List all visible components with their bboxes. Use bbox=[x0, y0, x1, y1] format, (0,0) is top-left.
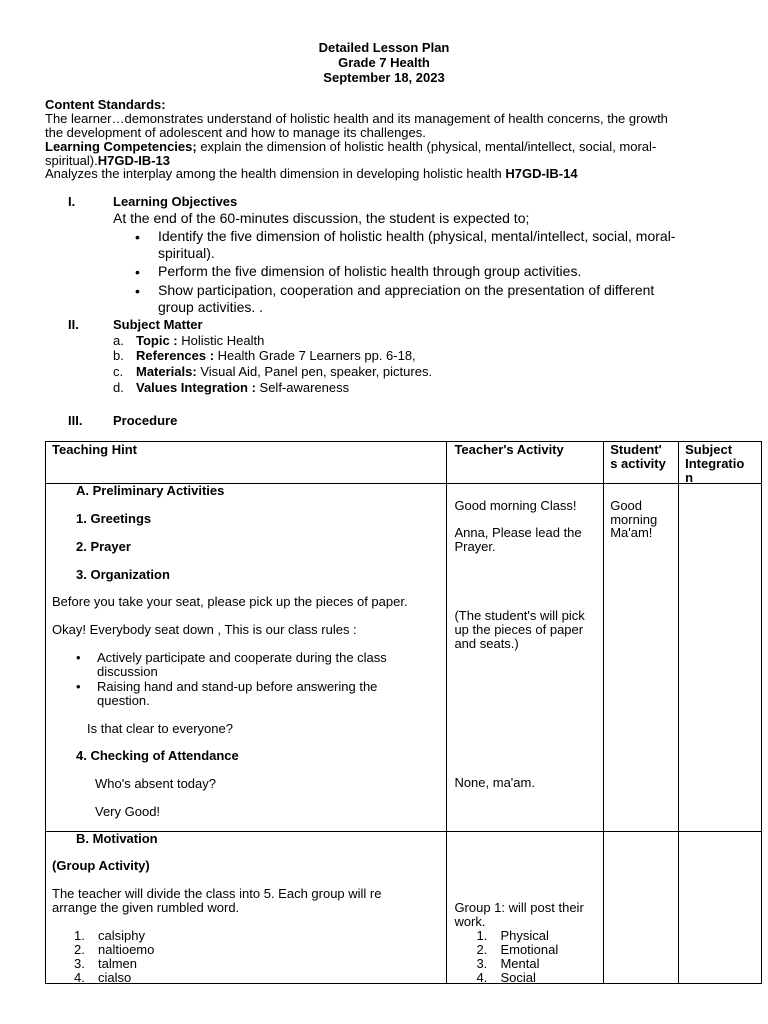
topic-label: Topic : bbox=[136, 333, 178, 348]
teacher-none-maam: None, ma'am. bbox=[454, 775, 535, 790]
objectives-numeral: I. bbox=[68, 194, 76, 209]
teacher-prayer-line-1: Anna, Please lead the bbox=[454, 525, 582, 540]
content-standards-line-1: The learner…demonstrates understand of holistic health and its management of health concerns, the growth bbox=[45, 111, 668, 126]
answer-word: Social bbox=[500, 970, 536, 985]
header-students-activity bbox=[604, 442, 679, 484]
word-number: 1. bbox=[74, 928, 85, 943]
materials-value: Visual Aid, Panel pen, speaker, pictures. bbox=[196, 364, 433, 379]
topic-value: Holistic Health bbox=[177, 333, 265, 348]
procedure-heading: Procedure bbox=[113, 413, 178, 428]
rule-1-line-1: Actively participate and cooperate during the class bbox=[97, 650, 387, 665]
answer-word: Mental bbox=[500, 956, 540, 971]
subject-matter-item-topic bbox=[136, 334, 264, 348]
bullet-icon: • bbox=[135, 283, 140, 299]
student-line-2: morning bbox=[610, 512, 658, 527]
bullet-icon: • bbox=[135, 229, 140, 245]
pickup-instruction: Before you take your seat, please pick up the pieces of paper. bbox=[52, 594, 408, 609]
rumbled-word: talmen bbox=[98, 956, 138, 971]
learning-competencies-line-1 bbox=[45, 140, 656, 154]
bullet-icon: • bbox=[76, 650, 81, 665]
teacher-good-morning: Good morning Class! bbox=[454, 498, 577, 513]
answer-word: Physical bbox=[500, 928, 549, 943]
document-grade: Grade 7 Health bbox=[338, 55, 430, 70]
answer-number: 3. bbox=[476, 956, 488, 971]
item-attendance: 4. Checking of Attendance bbox=[76, 748, 239, 763]
references-value: Health Grade 7 Learners pp. 6-18, bbox=[214, 348, 416, 363]
answer-word: Emotional bbox=[500, 942, 559, 957]
learning-competencies-text-2: spiritual). bbox=[45, 153, 98, 168]
subject-matter-numeral: II. bbox=[68, 317, 79, 332]
competency-code-13: H7GD-IB-13 bbox=[97, 153, 170, 168]
header-students-activity-text: Student' s activity bbox=[610, 442, 666, 471]
student-line-3: Ma'am! bbox=[610, 525, 653, 540]
rule-2-line-1: Raising hand and stand-up before answering the bbox=[97, 679, 378, 694]
references-label: References : bbox=[136, 348, 215, 363]
objective-item-1-line-1: Identify the five dimension of holistic health (physical, mental/intellect, social, moral- bbox=[158, 228, 676, 244]
divide-instruction-line-1: The teacher will divide the class into 5. Each group will re bbox=[52, 886, 382, 901]
answer-number: 4. bbox=[476, 970, 488, 985]
teacher-pickup-line-3: and seats.) bbox=[454, 636, 519, 651]
table-header-row bbox=[46, 442, 762, 484]
subject-matter-item-values bbox=[136, 381, 349, 395]
rumbled-word: cialso bbox=[98, 970, 132, 985]
answer-number: 1. bbox=[476, 928, 488, 943]
materials-label: Materials: bbox=[136, 364, 197, 379]
teacher-prayer-line-2: Prayer. bbox=[454, 539, 496, 554]
teacher-group-line-1: Group 1: will post their bbox=[454, 900, 584, 915]
row1-students-activity bbox=[604, 484, 679, 832]
table-row bbox=[46, 484, 762, 832]
section-motivation: B. Motivation bbox=[76, 831, 158, 846]
word-number: 4. bbox=[74, 970, 85, 985]
row2-teaching-hint bbox=[46, 832, 447, 984]
header-subject-integration-text: Subject Integratio n bbox=[685, 442, 745, 485]
table-row bbox=[46, 832, 762, 984]
rule-1-line-2: discussion bbox=[97, 664, 158, 679]
row2-teachers-activity bbox=[447, 832, 604, 984]
objective-item-2: Perform the five dimension of holistic health through group activities. bbox=[158, 263, 582, 279]
very-good: Very Good! bbox=[95, 804, 161, 819]
subject-matter-item-materials bbox=[136, 365, 432, 379]
row1-subject-integration bbox=[679, 484, 762, 832]
subject-matter-item-letter: a. bbox=[113, 333, 124, 348]
objective-item-3-line-2: group activities. . bbox=[158, 299, 264, 315]
group-activity-label: (Group Activity) bbox=[52, 858, 150, 873]
bullet-icon: • bbox=[76, 679, 81, 694]
objectives-intro: At the end of the 60-minutes discussion, the student is expected to; bbox=[113, 210, 530, 226]
header-teaching-hint-text: Teaching Hint bbox=[52, 442, 137, 457]
class-rules-intro: Okay! Everybody seat down , This is our class rules : bbox=[52, 622, 357, 637]
teacher-pickup-line-1: (The student's will pick bbox=[454, 608, 585, 623]
content-standards-line-2: the development of adolescent and how to manage its challenges. bbox=[45, 125, 426, 140]
subject-matter-item-letter: c. bbox=[113, 364, 124, 379]
values-value: Self-awareness bbox=[255, 380, 350, 395]
subject-matter-item-letter: d. bbox=[113, 380, 124, 395]
analyzes-line bbox=[45, 167, 578, 181]
teacher-pickup-line-2: up the pieces of paper bbox=[454, 622, 584, 637]
item-prayer: 2. Prayer bbox=[76, 539, 131, 554]
row1-teaching-hint bbox=[46, 484, 447, 832]
item-organization: 3. Organization bbox=[76, 567, 170, 582]
word-number: 3. bbox=[74, 956, 85, 971]
divide-instruction-line-2: arrange the given rumbled word. bbox=[52, 900, 240, 915]
teacher-group-line-2: work. bbox=[454, 914, 486, 929]
row2-students-activity bbox=[604, 832, 679, 984]
learning-competencies-label: Learning Competencies; bbox=[45, 139, 197, 154]
objective-item-1-line-2: spiritual). bbox=[158, 245, 215, 261]
procedure-numeral: III. bbox=[68, 413, 83, 428]
procedure-table bbox=[45, 441, 762, 984]
subject-matter-heading: Subject Matter bbox=[113, 317, 203, 332]
word-number: 2. bbox=[74, 942, 85, 957]
item-greetings: 1. Greetings bbox=[76, 511, 152, 526]
section-preliminary: A. Preliminary Activities bbox=[76, 483, 225, 498]
row2-subject-integration bbox=[679, 832, 762, 984]
bullet-icon: • bbox=[135, 264, 140, 280]
content-standards-label: Content Standards: bbox=[45, 97, 166, 112]
rumbled-word: calsiphy bbox=[98, 928, 145, 943]
row1-teachers-activity bbox=[447, 484, 604, 832]
student-line-1: Good bbox=[610, 498, 643, 513]
header-teaching-hint bbox=[46, 442, 447, 484]
header-teachers-activity-text: Teacher's Activity bbox=[454, 442, 564, 457]
rumbled-word: naltioemo bbox=[98, 942, 155, 957]
document-title: Detailed Lesson Plan bbox=[318, 40, 450, 55]
absent-question: Who's absent today? bbox=[95, 776, 216, 791]
subject-matter-item-letter: b. bbox=[113, 348, 124, 363]
values-label: Values Integration : bbox=[136, 380, 256, 395]
rule-2-line-2: question. bbox=[97, 693, 150, 708]
objectives-heading: Learning Objectives bbox=[113, 194, 238, 209]
clear-question: Is that clear to everyone? bbox=[87, 721, 233, 736]
analyzes-text: Analyzes the interplay among the health dimension in developing holistic health bbox=[45, 166, 506, 181]
answer-number: 2. bbox=[476, 942, 488, 957]
document-date: September 18, 2023 bbox=[323, 70, 445, 85]
subject-matter-item-references bbox=[136, 349, 416, 363]
header-teachers-activity bbox=[447, 442, 604, 484]
competency-code-14: H7GD-IB-14 bbox=[505, 166, 578, 181]
learning-competencies-text: explain the dimension of holistic health (physical, mental/intellect, social, moral- bbox=[196, 139, 657, 154]
objective-item-3-line-1: Show participation, cooperation and appreciation on the presentation of different bbox=[158, 282, 655, 298]
header-subject-integration bbox=[679, 442, 762, 484]
